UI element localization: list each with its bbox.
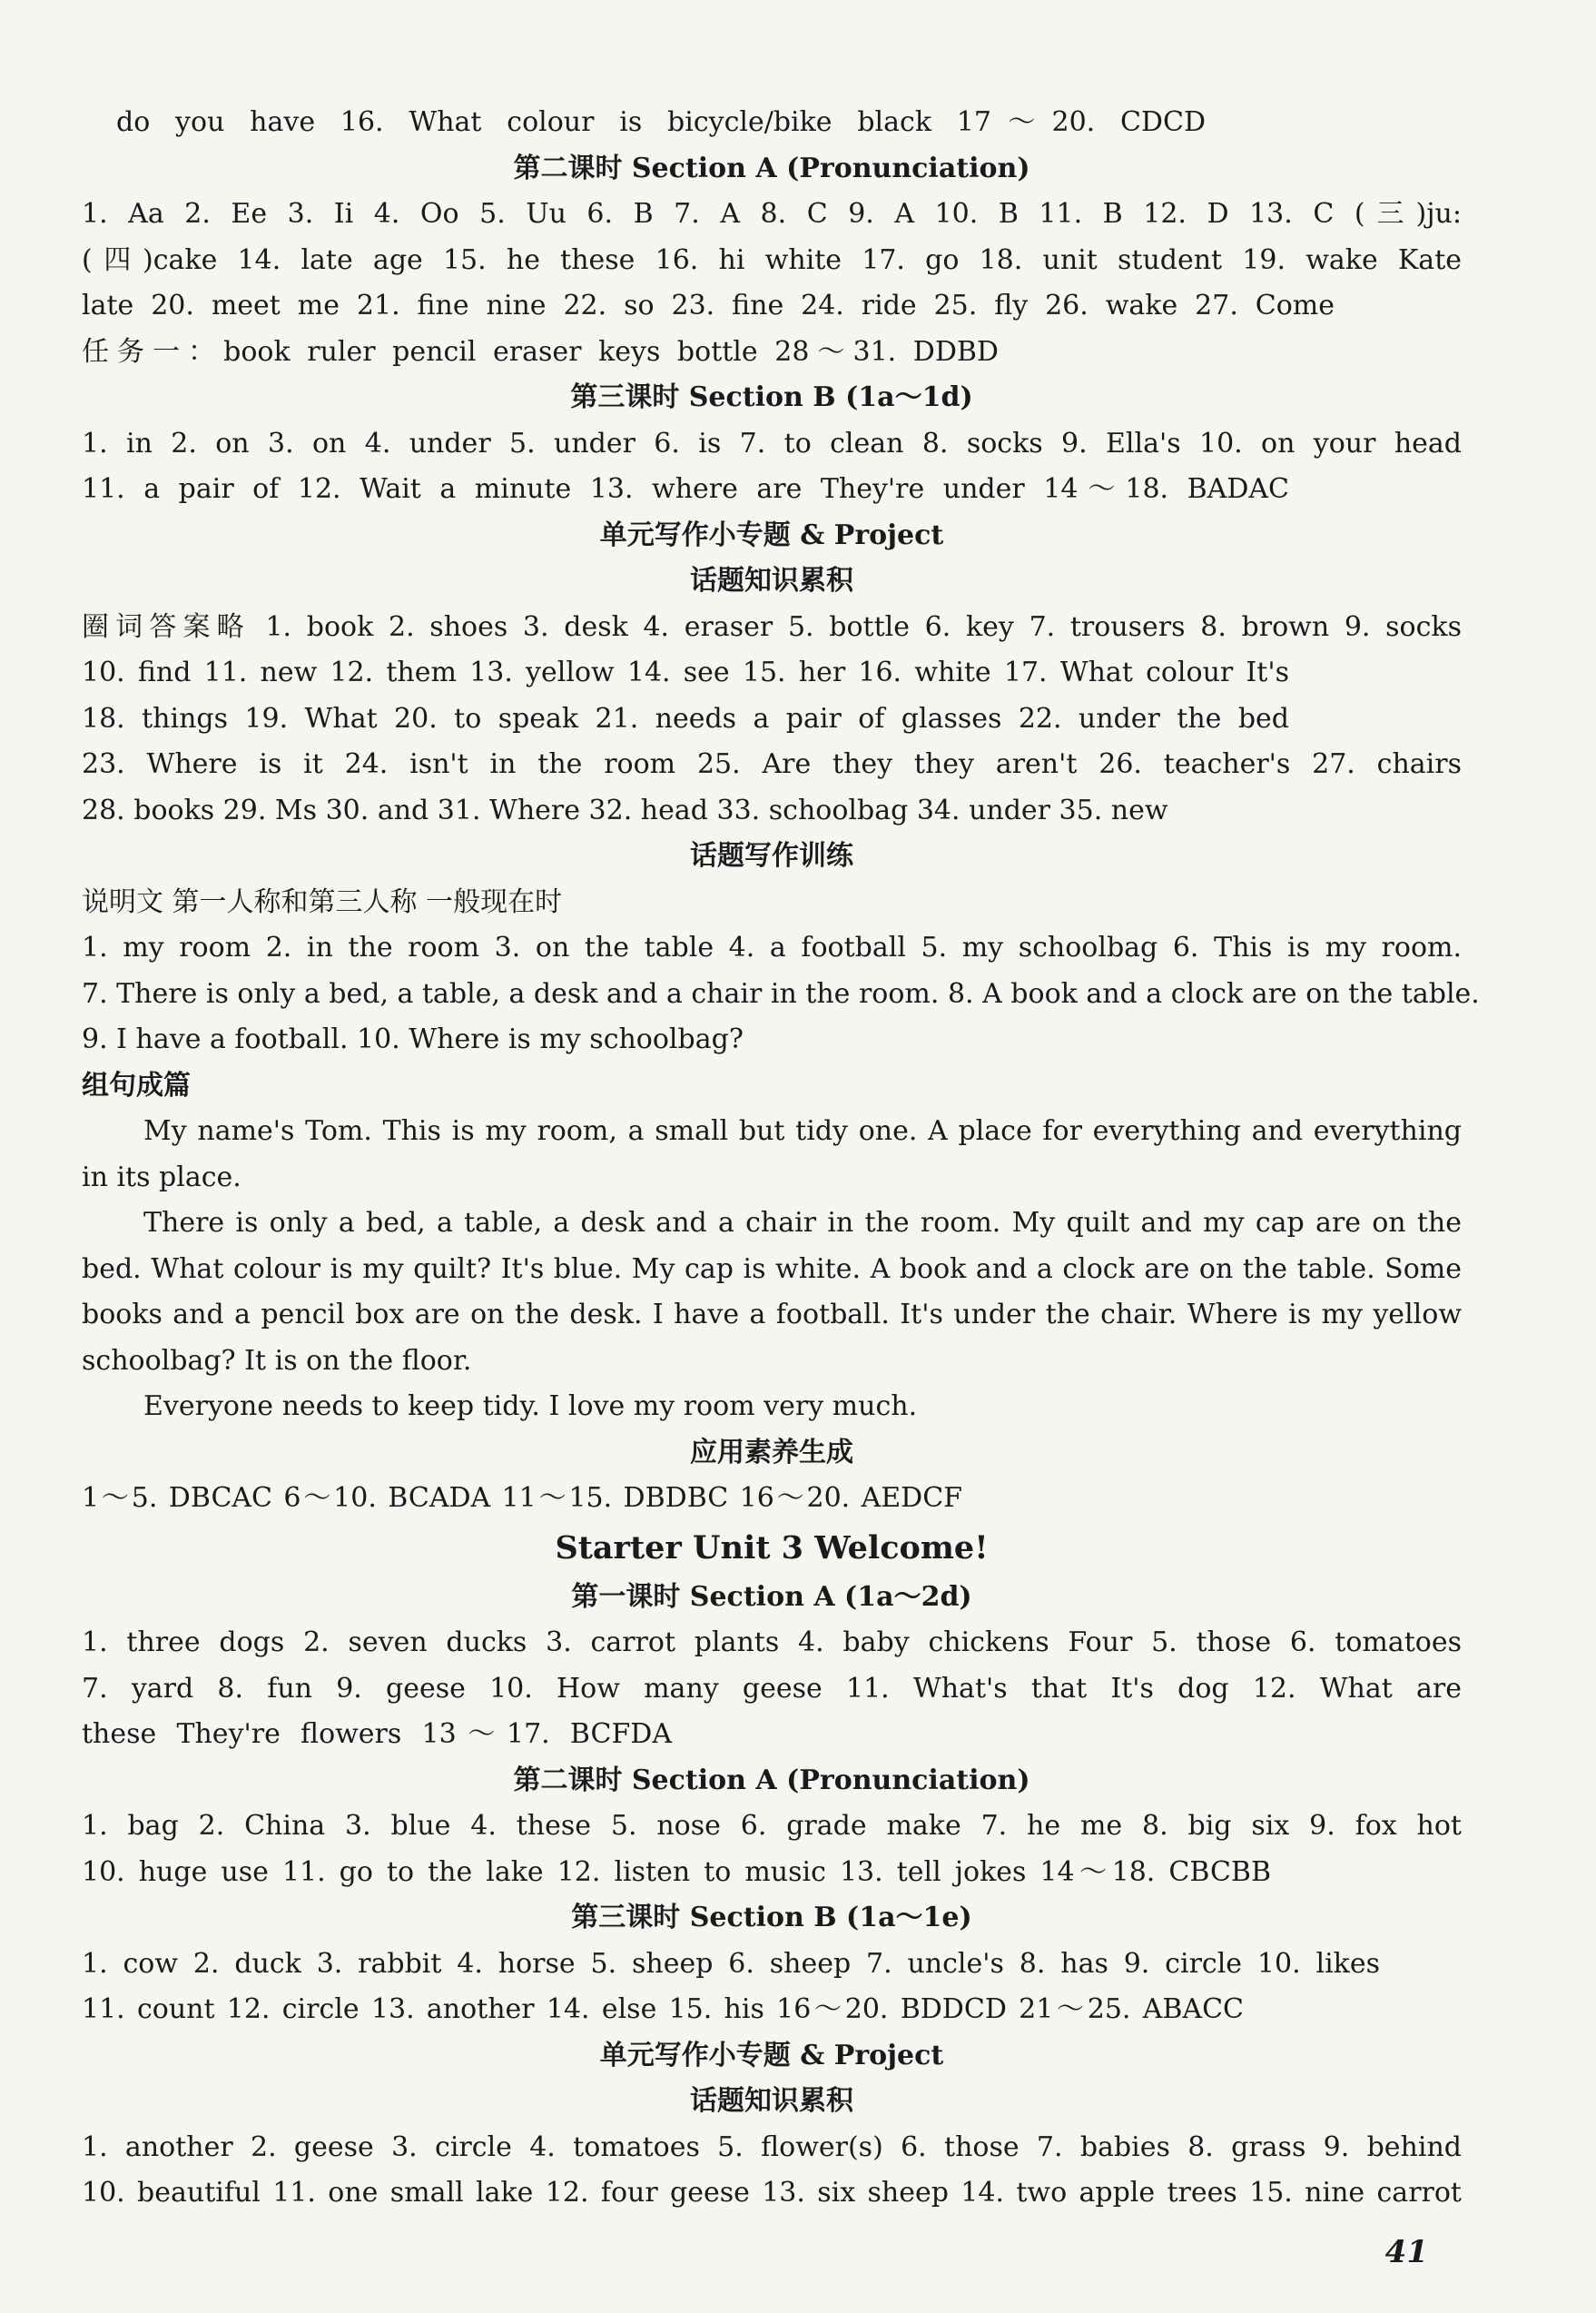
answer-line-m9: 1. bag 2. China 3. blue 4. these 5. nose 6. grade make 7. he me 8. big six 9. fox hot [82, 1810, 1462, 1842]
answer-line-l21: 9. I have a football. 10. Where is my schoolbag? [82, 1023, 744, 1055]
answer-line-m13: 11. count 12. circle 13. another 14. else 15. his 16～20. BDDCD 21～25. ABACC [82, 1993, 1244, 2025]
answer-line-m10: 10. huge use 11. go to the lake 12. listen to music 13. tell jokes 14～18. CBCBB [82, 1855, 1271, 1888]
answer-line-m11: 第三课时 Section B (1a～1e) [571, 1902, 972, 1933]
answer-line-l1: do you have 16. What colour is bicycle/bike black 17～20. CDCD [116, 106, 1206, 138]
answer-line-m14: 单元写作小专题 & Project [599, 2039, 944, 2071]
answer-line-m16: 1. another 2. geese 3. circle 4. tomatoes 5. flower(s) 6. those 7. babies 8. grass 9. behind [82, 2130, 1462, 2163]
answer-line-l18: 说明文 第一人称和第三人称 一般现在时 [82, 885, 563, 918]
answer-line-l19: 1. my room 2. in the room 3. on the table 4. a football 5. my schoolbag 6. This is my room. [82, 932, 1462, 964]
answer-line-m3: Starter Unit 3 Welcome! [555, 1528, 989, 1567]
page-number: 41 [1384, 2234, 1428, 2270]
answer-line-m5: 1. three dogs 2. seven ducks 3. carrot plants 4. baby chickens Four 5. those 6. tomatoes [82, 1626, 1462, 1658]
answer-line-m8: 第二课时 Section A (Pronunciation) [513, 1764, 1030, 1796]
answer-line-l6: 任务一：book ruler pencil eraser keys bottle 28～31. DDBD [82, 335, 999, 368]
answer-line-m1: 应用素养生成 [690, 1436, 853, 1468]
answer-line-l4: (四)cake 14. late age 15. he these 16. hi white 17. go 18. unit student 19. wake Kate [82, 243, 1462, 276]
answer-line-m2: 1～5. DBCAC 6～10. BCADA 11～15. DBDBC 16～20. AEDCF [82, 1482, 962, 1514]
answer-line-l5: late 20. meet me 21. fine nine 22. so 23. fine 24. ride 25. fly 26. wake 27. Come [82, 290, 1335, 321]
answer-line-l15: 23. Where is it 24. isn't in the room 25. Are they they aren't 26. teacher's 27. chairs [82, 748, 1462, 780]
answer-line-m6: 7. yard 8. fun 9. geese 10. How many geese 11. What's that It's dog 12. What are [82, 1672, 1462, 1705]
answer-line-l10: 单元写作小专题 & Project [599, 519, 944, 551]
answer-line-l12: 圈词答案略 1. book 2. shoes 3. desk 4. eraser 5. bottle 6. key 7. trousers 8. brown 9. socks [82, 610, 1462, 643]
answer-line-l16: 28. books 29. Ms 30. and 31. Where 32. head 33. schoolbag 34. under 35. new [82, 794, 1168, 826]
essay-paragraph-2: There is only a bed, a table, a desk and a chair in the room. My quilt and my cap are on the bed. What colour is my quilt? It's blue. My cap is white. A book and a clock are on the table. Some books and a pencil box are on the desk. I have a football. It's under the chair. Where is my yellow schoolbag? It is on the floor. [82, 1207, 1462, 1377]
answer-line-m4: 第一课时 Section A (1a～2d) [571, 1580, 972, 1613]
answer-line-m7: these They're flowers 13～17. BCFDA [82, 1718, 672, 1750]
essay-paragraph-1: My name's Tom. This is my room, a small but tidy one. A place for everything and everything in its place. [82, 1115, 1462, 1193]
answers-block-starter-unit-3 [82, 1430, 1462, 2217]
answer-line-m17: 10. beautiful 11. one small lake 12. four geese 13. six sheep 14. two apple trees 15. nine carrot [82, 2177, 1462, 2209]
answer-line-l8: 1. in 2. on 3. on 4. under 5. under 6. is 7. to clean 8. socks 9. Ella's 10. on your head [82, 427, 1462, 460]
answer-line-l13: 10. find 11. new 12. them 13. yellow 14. see 15. her 16. white 17. What colour It's [82, 657, 1289, 688]
answer-line-m12: 1. cow 2. duck 3. rabbit 4. horse 5. sheep 6. sheep 7. uncle's 8. has 9. circle 10. likes [82, 1947, 1380, 1980]
answer-line-l7: 第三课时 Section B (1a～1d) [570, 381, 973, 413]
answer-line-l22: 组句成篇 [82, 1069, 191, 1102]
page-content [82, 100, 1480, 2217]
answer-line-l9: 11. a pair of 12. Wait a minute 13. where are They're under 14～18. BADAC [82, 473, 1289, 505]
answer-line-l11: 话题知识累积 [690, 565, 853, 597]
answer-line-m15: 话题知识累积 [690, 2085, 853, 2117]
composition-essay [82, 1109, 1462, 1430]
answer-line-l20: 7. There is only a bed, a table, a desk and a chair in the room. 8. A book and a clock are on the table. [82, 977, 1480, 1010]
answer-line-l3: 1. Aa 2. Ee 3. Ii 4. Oo 5. Uu 6. B 7. A 8. C 9. A 10. B 11. B 12. D 13. C (三)ju: [82, 198, 1462, 230]
answers-block-unit2 [82, 100, 1480, 1109]
answer-line-l2: 第二课时 Section A (Pronunciation) [513, 152, 1030, 184]
essay-paragraph-3: Everyone needs to keep tidy. I love my room very much. [143, 1390, 918, 1422]
answer-line-l17: 话题写作训练 [690, 840, 853, 872]
answer-line-l14: 18. things 19. What 20. to speak 21. needs a pair of glasses 22. under the bed [82, 702, 1289, 735]
